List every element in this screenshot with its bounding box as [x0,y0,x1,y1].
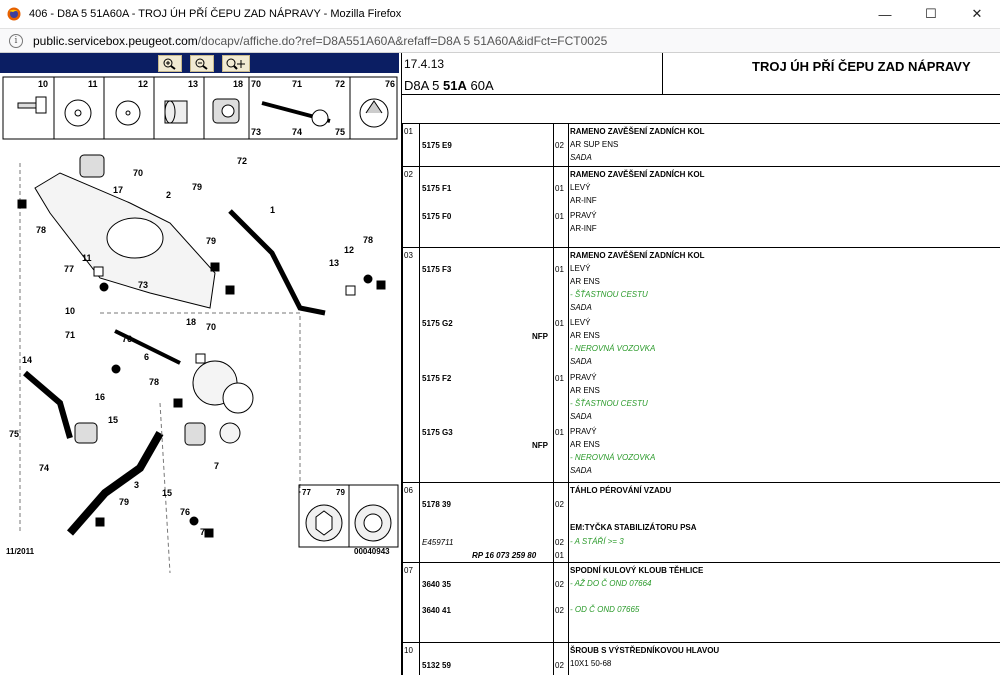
maximize-button[interactable]: ☐ [925,6,937,21]
part-qty: 01 [555,374,564,383]
part-qty: 01 [555,184,564,193]
callout-label: 79 [119,497,130,507]
close-button[interactable]: ✕ [971,6,983,21]
part-qty: 02 [555,141,564,150]
nut-detail-box [299,485,398,547]
callout-label: 70 [133,168,144,178]
part-desc: AR SUP ENS [570,140,619,149]
zoom-toolbar [0,53,399,73]
part-desc: AR ENS [570,440,600,449]
part-desc: LEVÝ [570,318,591,327]
callout-label: 6 [144,352,150,362]
callout-label: 3 [134,480,140,490]
callout-label: 73 [138,280,149,290]
part-ref[interactable]: E459711 [422,538,454,547]
group-title: RAMENO ZAVĚŠENÍ ZADNÍCH KOL [570,170,705,179]
diagram-date: 11/2011 [6,547,35,556]
parts-group[interactable] [402,247,1000,483]
part-desc: SADA [570,153,592,162]
legend-label: 76 [385,79,396,89]
part-ref[interactable]: 5175 F2 [422,374,452,383]
part-desc: SADA [570,412,592,421]
part-condition: - NEROVNÁ VOZOVKA [570,453,656,462]
part-condition: - OD Č OND 07665 [570,605,640,614]
nfp-flag: NFP [532,332,548,341]
callout-label: 78 [36,225,47,235]
callout-label: 17 [113,185,124,195]
zoom-out-button[interactable] [190,55,214,72]
callout-label: 14 [22,355,33,365]
callout-label: 15 [162,488,173,498]
url-bar[interactable] [0,29,1000,53]
part-desc: 10X1 50-68 [570,659,612,668]
exploded-parts-diagram[interactable] [0,73,399,675]
parts-list-pane [402,53,1000,675]
group-number: 06 [404,486,413,495]
part-desc: EM:TYČKA STABILIZÁTORU PSA [570,523,697,532]
parts-group[interactable] [402,482,1000,563]
callout-label: 1 [270,205,276,215]
header-code-suffix: 60A [466,78,494,93]
callout-label: 13 [329,258,340,268]
callout-label: 11 [82,253,92,263]
part-qty: 01 [555,212,564,221]
callout-label: 79 [192,182,203,192]
replacement-ref[interactable]: RP 16 073 259 80 [472,551,537,560]
legend-label: 10 [38,79,49,89]
part-condition: - ŠŤASTNOU CESTU [570,399,648,408]
legend-label: 74 [292,127,303,137]
header-code-prefix: D8A 5 [404,78,444,93]
part-desc: SADA [570,466,592,475]
legend-label: 13 [188,79,199,89]
callout-label: 12 [344,245,355,255]
part-ref[interactable]: 3640 35 [422,580,451,589]
callout-label: 78 [200,527,211,537]
group-number: 07 [404,566,413,575]
part-ref[interactable]: 5175 G3 [422,428,453,437]
group-title: TÁHLO PÉROVÁNÍ VZADU [570,486,672,495]
part-ref[interactable]: 5175 G2 [422,319,453,328]
window-title: 406 - D8A 5 51A60A - TROJ ÚH PŘÍ ČEPU ZAD NÁPRAVY - Mozilla Firefox [29,8,402,20]
part-ref[interactable]: 5175 F0 [422,212,452,221]
group-title: SPODNÍ KULOVÝ KLOUB TĚHLICE [570,566,704,575]
window-controls [862,0,1000,28]
zoom-pan-icon [226,58,246,70]
part-ref[interactable]: 5175 E9 [422,141,452,150]
legend-label: 18 [233,79,244,89]
part-desc: AR ENS [570,277,600,286]
part-desc: PRAVÝ [570,427,597,436]
group-number: 01 [404,127,413,136]
part-desc: PRAVÝ [570,211,597,220]
zoom-out-icon [195,58,209,70]
page-title: TROJ ÚH PŘÍ ČEPU ZAD NÁPRAVY [752,59,971,74]
part-desc: AR ENS [570,386,600,395]
group-number: 03 [404,251,413,260]
minimize-button[interactable]: — [878,6,892,22]
part-desc: AR ENS [570,331,600,340]
part-ref[interactable]: 5175 F1 [422,184,452,193]
part-condition: - A STÁŘÍ >= 3 [570,537,624,546]
info-icon[interactable]: i [9,34,23,48]
part-condition: - NEROVNÁ VOZOVKA [570,344,656,353]
url-host: public.servicebox.peugeot.com [33,33,198,48]
part-qty: 02 [555,538,564,547]
legend-label: 71 [292,79,303,89]
diagram-pane [0,53,402,675]
zoom-pan-button[interactable] [222,55,250,72]
callout-label: 71 [65,330,76,340]
callout-label: 72 [237,156,248,166]
group-number: 10 [404,646,413,655]
callout-label: 76 [122,334,133,344]
part-ref[interactable]: 5132 59 [422,661,451,670]
callout-label: 78 [149,377,160,387]
header-code [404,78,494,93]
part-qty: 02 [555,661,564,670]
callout-label: 2 [166,190,172,200]
callout-label: 18 [186,317,197,327]
part-qty: 01 [555,265,564,274]
callout-label: 78 [363,235,374,245]
legend-label: 72 [335,79,346,89]
part-ref[interactable]: 5175 F3 [422,265,452,274]
header-code-bold: 51A [443,78,467,93]
header-divider [402,94,1000,95]
parts-header [402,53,1000,123]
parts-group[interactable] [402,562,1000,643]
part-desc: LEVÝ [570,264,591,273]
firefox-icon [7,7,21,21]
nfp-flag: NFP [532,441,548,450]
legend-label: 11 [88,79,98,89]
part-desc: SADA [570,303,592,312]
header-date: 17.4.13 [404,57,445,71]
zoom-in-button[interactable] [158,55,182,72]
part-qty: 01 [555,319,564,328]
callout-label: 79 [206,236,217,246]
callout-label: 7 [214,461,220,471]
callout-label: 75 [9,429,20,439]
part-ref[interactable]: 3640 41 [422,606,451,615]
parts-group[interactable] [402,642,1000,676]
group-number: 02 [404,170,413,179]
part-qty: 02 [555,580,564,589]
callout-label: 76 [180,507,191,517]
part-qty: 02 [555,500,564,509]
url-text[interactable] [33,34,607,48]
callout-label: 77 [302,488,311,497]
part-qty: 01 [555,551,564,560]
callout-label: 77 [64,264,75,274]
group-title: RAMENO ZAVĚŠENÍ ZADNÍCH KOL [570,251,705,260]
part-desc: LEVÝ [570,183,591,192]
legend-label: 73 [251,127,262,137]
callout-label: 15 [108,415,119,425]
group-title: ŠROUB S VÝSTŘEDNÍKOVOU HLAVOU [570,646,720,655]
parts-group[interactable] [402,123,1000,167]
part-qty: 01 [555,428,564,437]
legend-label: 75 [335,127,346,137]
legend-label: 12 [138,79,149,89]
window-titlebar [0,0,1000,29]
part-desc: AR-INF [570,196,597,205]
part-desc: AR-INF [570,224,597,233]
header-divider [662,53,663,94]
part-condition: - AŽ DO Č OND 07664 [570,579,652,588]
part-ref[interactable]: 5178 39 [422,500,451,509]
part-desc: PRAVÝ [570,373,597,382]
diagram-code: 00040943 [354,547,390,556]
zoom-in-icon [163,58,177,70]
callout-label: 74 [39,463,50,473]
callout-label: 10 [65,306,76,316]
part-condition: - ŠŤASTNOU CESTU [570,290,648,299]
callout-label: 16 [95,392,106,402]
legend-label: 70 [251,79,262,89]
part-qty: 02 [555,606,564,615]
callout-label: 70 [206,322,217,332]
group-title: RAMENO ZAVĚŠENÍ ZADNÍCH KOL [570,127,705,136]
parts-group[interactable] [402,166,1000,248]
url-path: /docapv/affiche.do?ref=D8A551A60A&refaff=D8A 5 51A60A&idFct=FCT0025 [197,33,608,48]
part-desc: SADA [570,357,592,366]
callout-label: 79 [336,488,345,497]
